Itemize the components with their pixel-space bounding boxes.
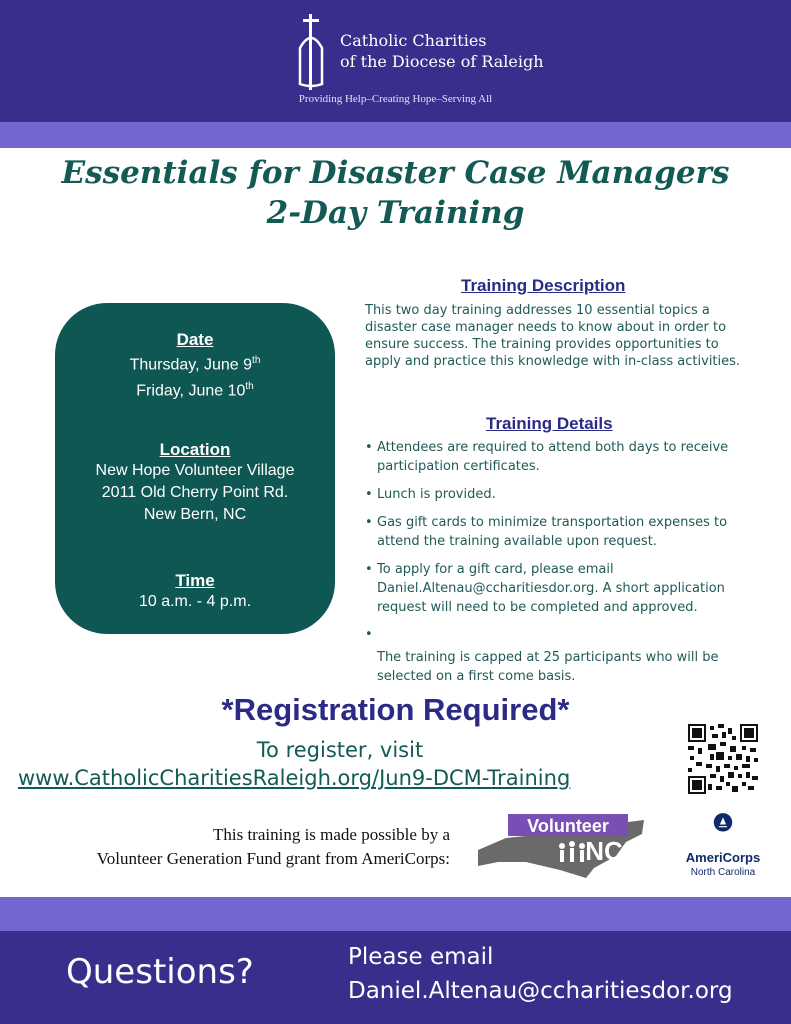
registration-link[interactable]: www.CatholicCharitiesRaleigh.org/Jun9-DCM-Training xyxy=(18,766,571,790)
org-name xyxy=(340,30,544,72)
location-line1: New Hope Volunteer Village xyxy=(95,462,295,479)
questions-label: Questions? xyxy=(66,952,254,992)
grant-line2: Volunteer Generation Fund grant from AmeriCorps: xyxy=(96,849,450,868)
location-block xyxy=(55,439,335,526)
capacity-note: The training is capped at 25 participants who will be selected on a first come basis. xyxy=(377,650,719,684)
date-block xyxy=(55,329,335,403)
header-stripe xyxy=(0,122,791,148)
volunteer-figures-icon xyxy=(559,841,585,862)
header-banner xyxy=(0,0,791,122)
time-heading: Time xyxy=(175,571,215,590)
date-line2-text: Friday, June 10 xyxy=(136,382,246,400)
qr-code-icon[interactable] xyxy=(688,724,758,794)
location-line3: New Bern, NC xyxy=(143,506,247,523)
description-text: This two day training addresses 10 essential topics a disaster case manager needs to know about in order to ensure success. The training provides opportunities to apply and practice this knowledge with in-class activities. xyxy=(365,303,741,369)
grant-line1: This training is made possible by a xyxy=(212,825,450,844)
contact-email[interactable]: Daniel.Altenau@ccharitiesdor.org xyxy=(348,978,733,1004)
cap-bullet: • xyxy=(365,627,373,642)
date-line2 xyxy=(55,376,335,402)
register-visit-text: To register, visit xyxy=(256,738,424,762)
title-line2: 2-Day Training xyxy=(266,195,525,231)
location-line2: 2011 Old Cherry Point Rd. xyxy=(101,484,289,501)
list-item: • To apply for a gift card, please email Daniel.Altenau@ccharitiesdor.org. A short application request will need to be completed and approved. xyxy=(365,560,750,617)
list-item: • Lunch is provided. xyxy=(365,485,750,504)
footer-stripe xyxy=(0,897,791,931)
list-item: • Gas gift cards to minimize transportation expenses to attend the training available upon request. xyxy=(365,513,750,551)
list-item: • Attendees are required to attend both days to receive participation certificates. xyxy=(365,438,750,476)
americorps-sub: North Carolina xyxy=(690,867,756,878)
date-heading: Date xyxy=(176,330,214,349)
details-list xyxy=(365,438,750,626)
date-line1-text: Thursday, June 9 xyxy=(129,356,253,374)
page-title xyxy=(0,153,791,233)
date-line1-sup: th xyxy=(252,355,261,366)
date-line1 xyxy=(55,350,335,376)
registration-required: *Registration Required* xyxy=(221,692,570,727)
time-block xyxy=(55,570,335,613)
volunteer-nc-word: Volunteer xyxy=(527,816,609,836)
event-info-box xyxy=(55,303,335,634)
description-heading: Training Description xyxy=(461,276,626,295)
date-line2-sup: th xyxy=(245,381,254,393)
cross-logo-icon xyxy=(294,14,328,90)
org-name-line1: Catholic Charities xyxy=(340,31,487,50)
details-heading: Training Details xyxy=(486,414,613,433)
org-name-line2: of the Diocese of Raleigh xyxy=(340,52,544,71)
email-prompt: Please email xyxy=(348,944,494,970)
title-line1: Essentials for Disaster Case Managers xyxy=(61,155,730,191)
grant-text xyxy=(20,823,450,871)
tagline: Providing Help–Creating Hope–Serving All xyxy=(298,93,493,105)
americorps-name: AmeriCorps xyxy=(685,850,761,865)
volunteer-nc-logo xyxy=(476,810,646,882)
time-value: 10 a.m. - 4 p.m. xyxy=(138,593,252,610)
americorps-logo-icon xyxy=(688,812,758,850)
volunteer-nc-nc: NC xyxy=(585,836,623,866)
location-heading: Location xyxy=(159,440,231,459)
